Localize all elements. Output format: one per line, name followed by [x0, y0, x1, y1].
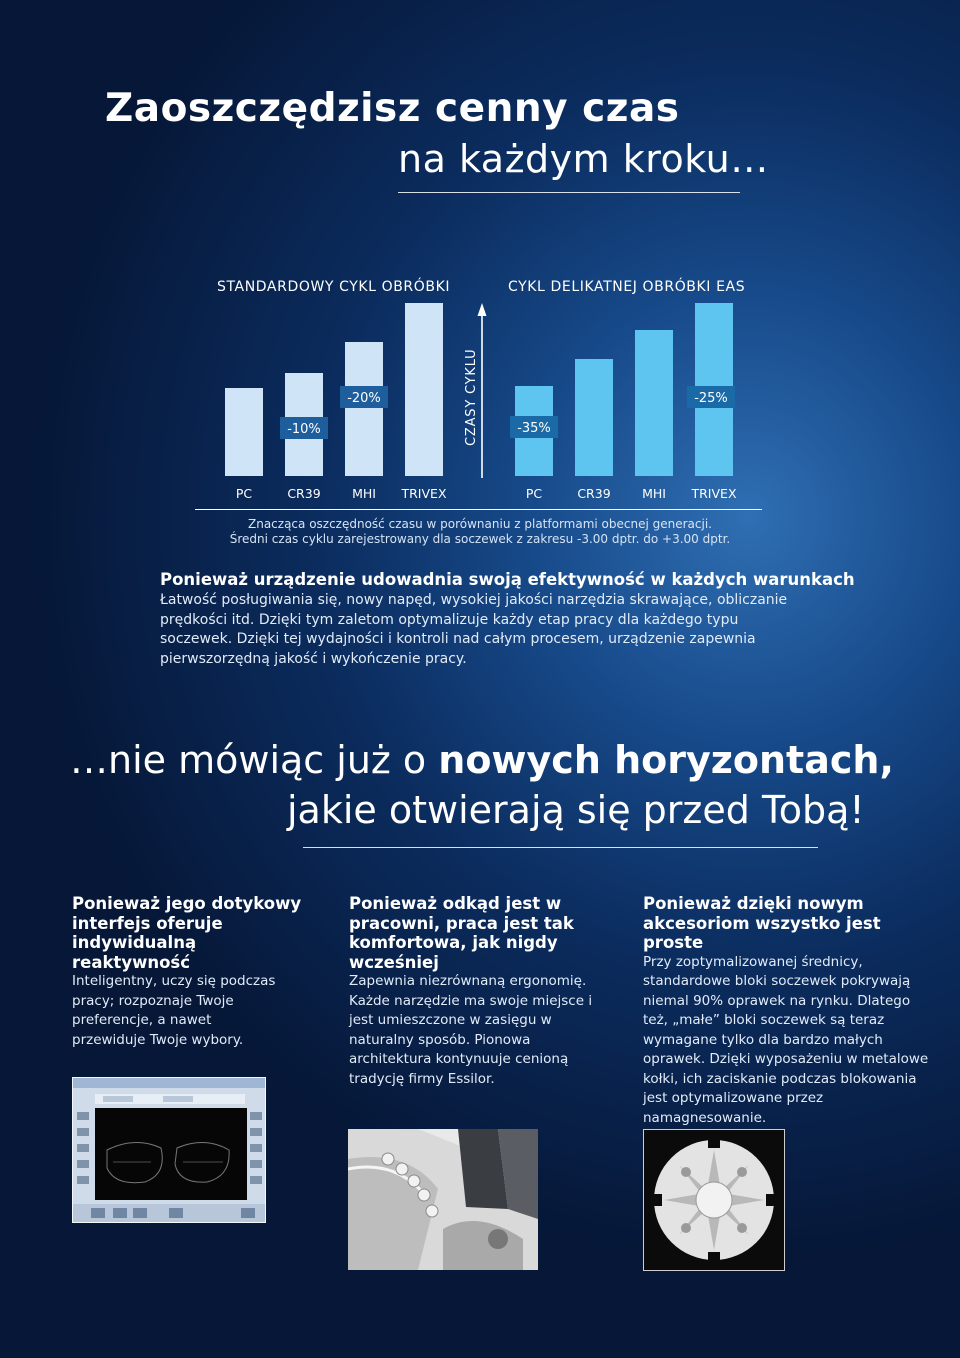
x-tick-label: MHI	[352, 486, 376, 501]
lens-block-photo	[643, 1129, 785, 1271]
data-label: -20%	[347, 391, 381, 406]
column-accessories	[643, 894, 933, 1128]
x-tick-label: CR39	[287, 486, 321, 501]
column-ergonomics	[349, 894, 614, 1089]
efficiency-body-line: prędkości itd. Dzięki tym zaletom optymalizuje każdy etap pracy dla każdego typu	[160, 611, 739, 628]
column-touch-interface	[72, 894, 317, 1050]
bar-standard-trivex	[405, 303, 443, 476]
column-body: Zapewnia niezrównaną ergonomię. Każde narzędzie ma swoje miejsce i jest umieszczone w zasięgu w naturalny sposób. Pionowa architektura kontynuuje cenioną tradycję firmy Essilor.	[349, 973, 593, 1087]
efficiency-body-line: pierwszorzędną jakość i wykończenie pracy.	[160, 650, 467, 667]
x-tick-label: PC	[525, 486, 543, 501]
bar-eas-cr39	[575, 359, 613, 476]
column-title: Ponieważ dzięki nowym akcesoriom wszystko jest proste	[643, 894, 881, 952]
x-tick-label: PC	[235, 486, 253, 501]
x-tick-label: TRIVEX	[691, 486, 737, 501]
column-title: Ponieważ jego dotykowy interfejs oferuje indywidualną reaktywność	[72, 894, 302, 972]
chart-note-line1: Znacząca oszczędność czasu w porównaniu z platformami obecnej generacji.	[248, 517, 712, 531]
chart-note-line2: Średni czas cyklu zarejestrowany dla soczewek z zakresu -3.00 dptr. do +3.00 dptr.	[229, 532, 731, 546]
column-body: Przy zoptymalizowanej średnicy, standardowe bloki soczewek pokrywają niemal 90% oprawek na rynku. Dlatego też, „małe” bloki soczewek są teraz wymagane tylko dla bardzo małych oprawek. Dzięki wyposażeniu w metalowe kołki, ich zaciskanie podczas blokowania jest optymalizowane przez namagnesowanie.	[643, 953, 929, 1126]
horizons-headline	[70, 738, 894, 782]
chart-group-eas-title: CYKL DELIKATNEJ OBRÓBKI EAS	[508, 279, 746, 295]
headline2-underline	[303, 847, 818, 848]
column-body: Inteligentny, uczy się podczas pracy; rozpoznaje Twoje preferencje, a nawet przewiduje Twoje wybory.	[72, 973, 276, 1048]
chart-group-standard-title: STANDARDOWY CYKL OBRÓBKI	[217, 279, 451, 295]
bar-standard-pc	[225, 388, 263, 476]
touchscreen-photo	[72, 1077, 266, 1223]
data-label: -10%	[287, 422, 321, 437]
y-axis-label: CZASY CYKLU	[464, 348, 479, 446]
horizons-headline-bold: nowych horyzontach,	[438, 738, 894, 782]
bar-eas-mhi	[635, 330, 673, 476]
x-tick-label: MHI	[642, 486, 666, 501]
machine-photo	[348, 1129, 538, 1270]
page-subtitle: na każdym kroku…	[398, 137, 769, 181]
title-underline	[398, 192, 740, 193]
efficiency-body	[160, 591, 787, 669]
horizons-headline-line2: jakie otwierają się przed Tobą!	[287, 788, 865, 832]
x-tick-label: CR39	[577, 486, 611, 501]
horizons-headline-light: …nie mówiąc już o	[70, 738, 439, 782]
data-label: -25%	[694, 391, 728, 406]
efficiency-body-line: Łatwość posługiwania się, nowy napęd, wysokiej jakości narzędzia skrawające, obliczanie	[160, 592, 788, 608]
bar-standard-mhi	[345, 342, 383, 476]
efficiency-body-line: soczewek. Dzięki tej wydajności i kontroli nad całym procesem, urządzenie zapewnia	[160, 631, 756, 647]
page-title: Zaoszczędzisz cenny czas	[105, 86, 680, 131]
cycle-time-chart	[0, 290, 960, 515]
efficiency-title: Ponieważ urządzenie udowadnia swoją efektywność w każdych warunkach	[160, 570, 855, 589]
data-label: -35%	[517, 421, 551, 436]
x-tick-label: TRIVEX	[401, 486, 447, 501]
column-title: Ponieważ odkąd jest w pracowni, praca jest tak komfortowa, jak nigdy wcześniej	[349, 894, 574, 972]
